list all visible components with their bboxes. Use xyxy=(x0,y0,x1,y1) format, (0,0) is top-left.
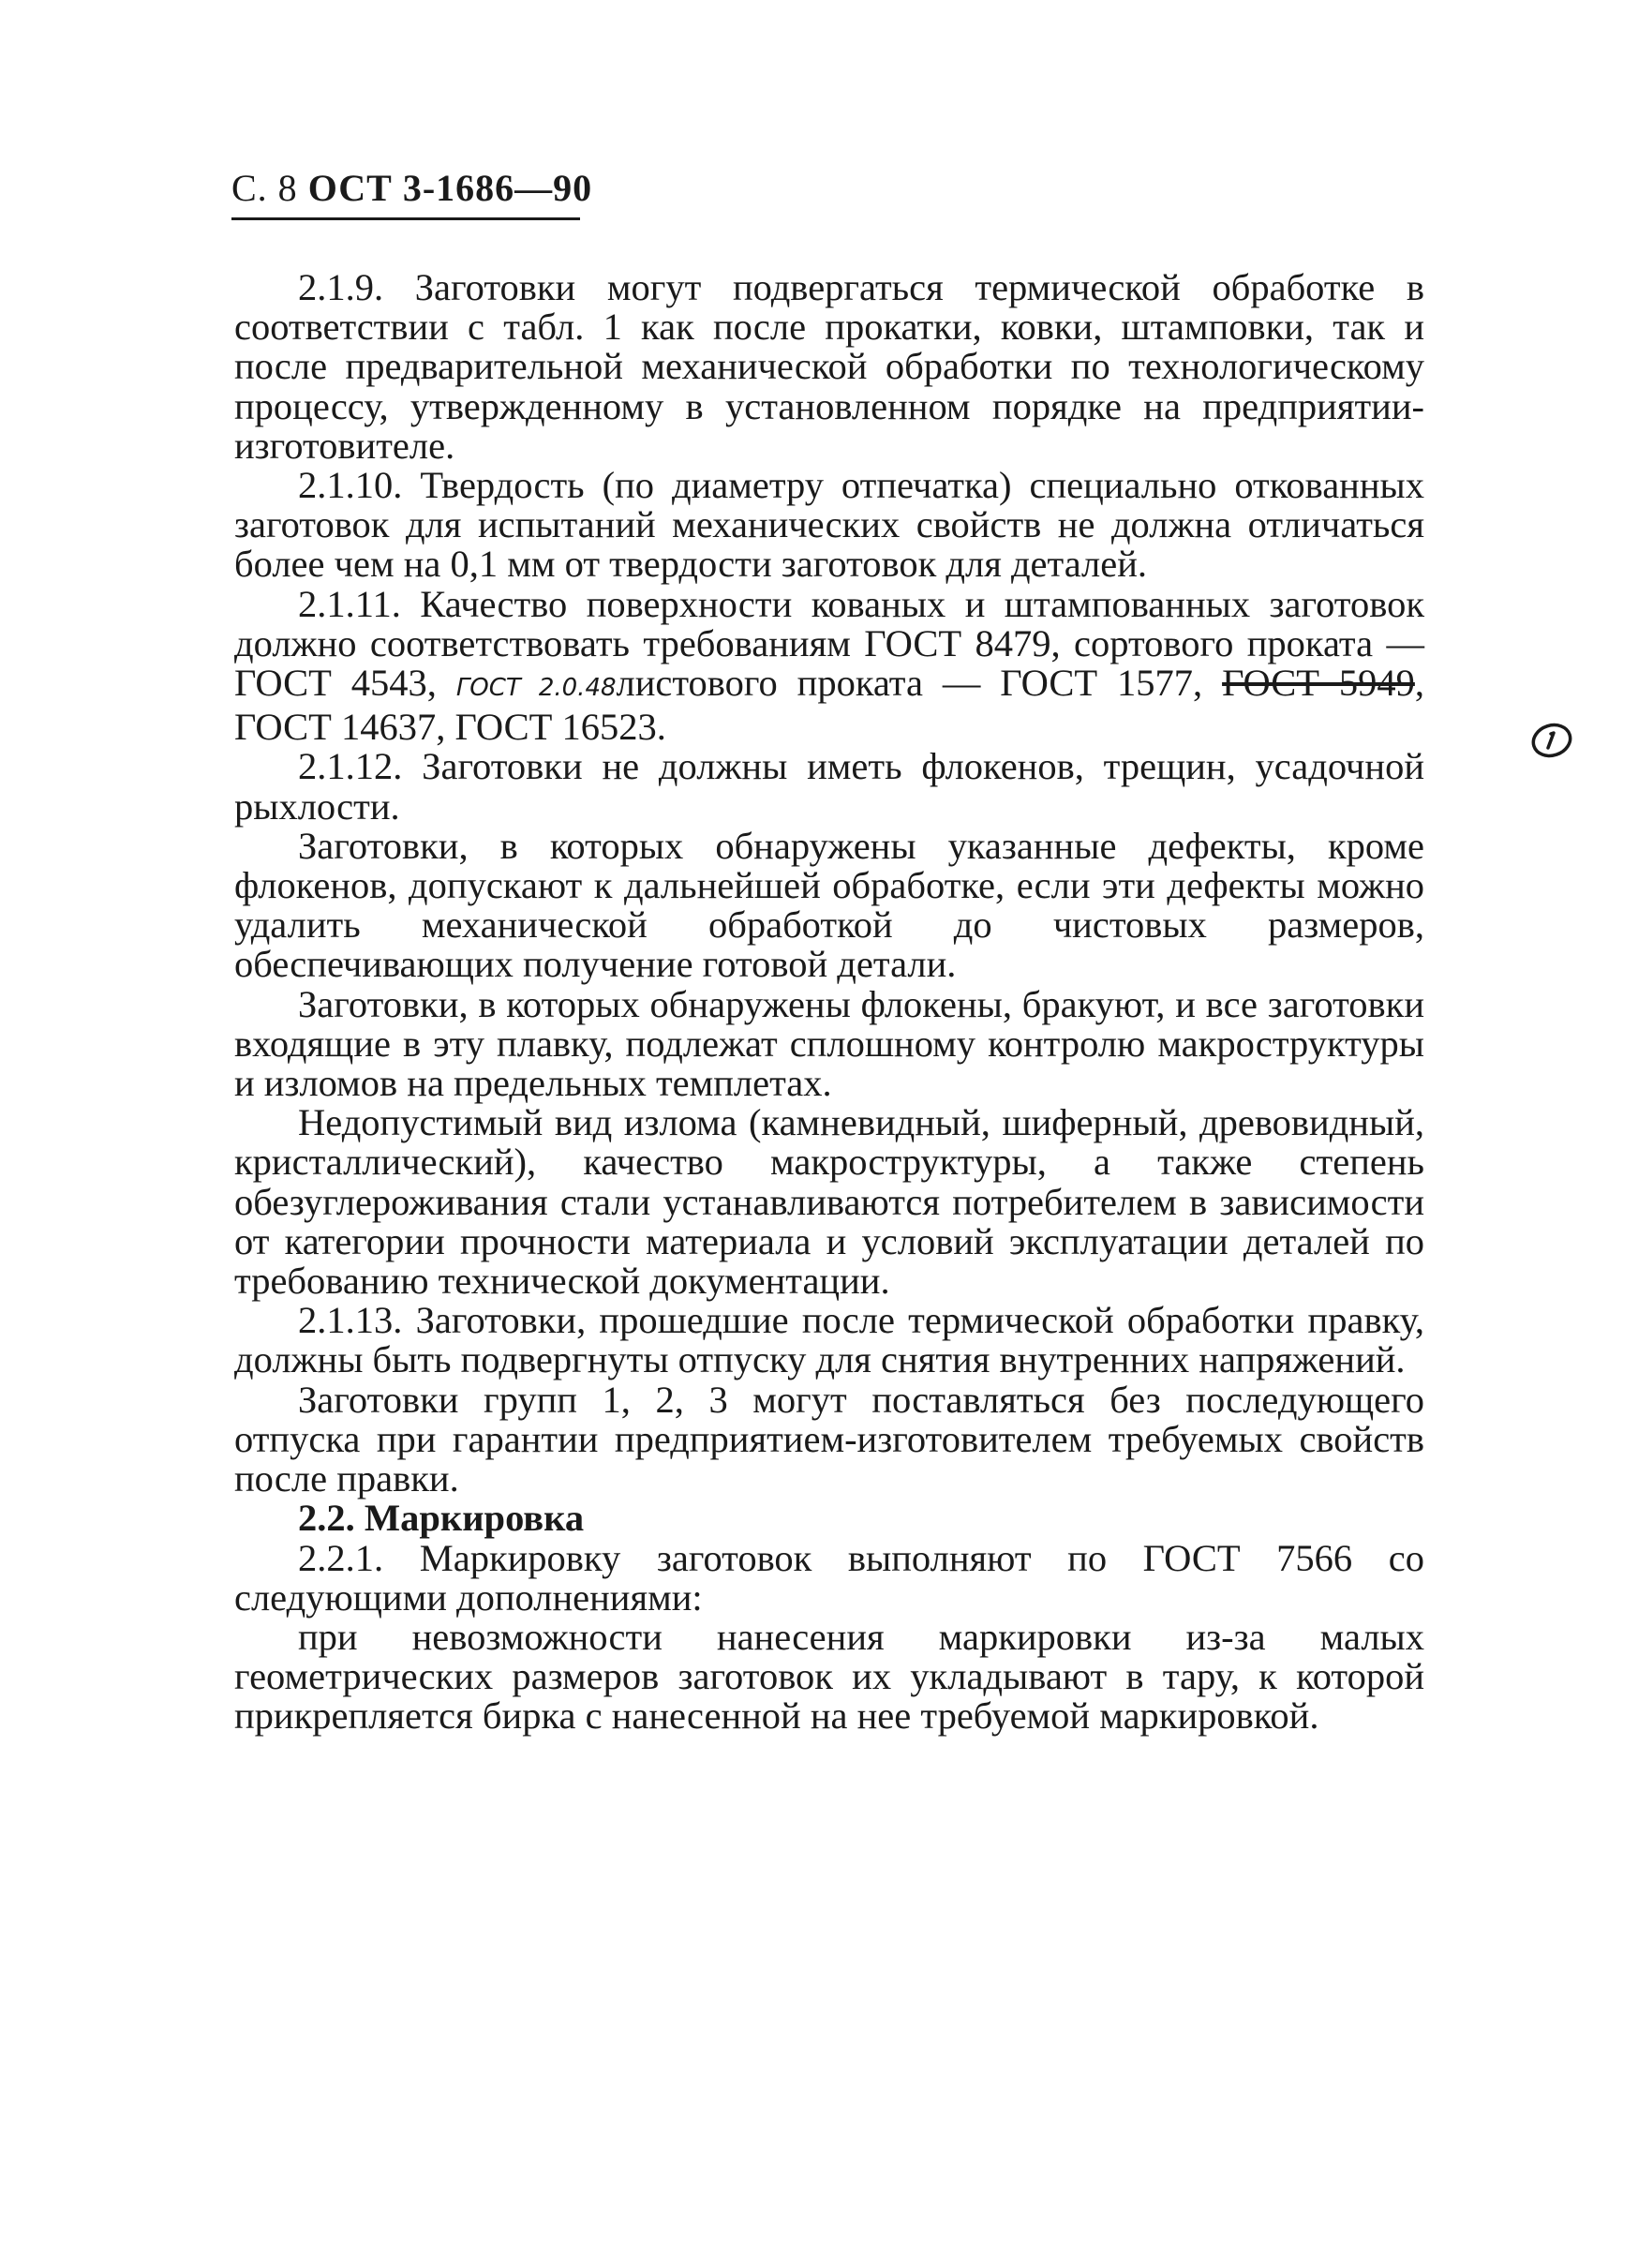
paragraph-defects: Заготовки, в которых обнаружены указанные дефекты, кроме флокенов, допускают к дальнейшей обработке, если эти дефекты можно удалить механической обработкой до чистовых размеров, обеспечивающих получение готовой детали. xyxy=(234,824,1424,986)
paragraph-2-1-11-text-before: 2.1.11. Качество поверхности кованых и штампованных заготовок должно соответствовать требованиям ГОСТ 8479, сортового проката — ГОСТ 4543, xyxy=(234,582,1424,705)
paragraph-2-1-11-text-after: , ГОСТ 14637, ГОСТ 16523. xyxy=(234,662,1424,749)
section-heading-2-2: 2.2. Маркировка xyxy=(298,1497,585,1540)
paragraph-2-1-11 xyxy=(234,582,1424,749)
struck-reference: ГОСТ 5949 xyxy=(1222,662,1415,705)
paragraph-2-1-11-text-middle: листового проката — ГОСТ 1577, xyxy=(616,662,1223,705)
page-header xyxy=(231,165,592,212)
paragraph-fracture: Недопустимый вид излома (камневидный, шиферный, древовидный, кристаллический), качество макроструктуры, а также степень обезуглероживания стали устанавливаются потребителем в зависимости от категории прочности материала и условий эксплуатации деталей по требованию технической документации. xyxy=(234,1101,1424,1303)
header-rule xyxy=(231,217,580,220)
paragraph-2-1-10: 2.1.10. Твердость (по диаметру отпечатка) специально откованных заготовок для испытаний механических свойств не должна отличаться более чем на 0,1 мм от твердости заготовок для деталей. xyxy=(234,464,1424,586)
paragraph-small-size: при невозможности нанесения маркировки из-за малых геометрических размеров заготовок их укладывают в тару, к которой прикрепляется бирка с нанесенной на нее требуемой маркировкой. xyxy=(234,1615,1424,1738)
circled-1-handwritten-mark-icon xyxy=(1527,716,1576,765)
handwritten-insertion: ГОСТ 2.0.48 xyxy=(455,674,617,703)
paragraph-2-1-9: 2.1.9. Заготовки могут подвергаться термической обработке в соответствии с табл. 1 как после прокатки, ковки, штамповки, так и после предварительной механической обработки по технологическому процессу, утвержденному в установленном порядке на предприятии-изготовителе. xyxy=(234,266,1424,467)
page-number: С. 8 xyxy=(231,167,298,209)
paragraph-flakes: Заготовки, в которых обнаружены флокены, бракуют, и все заготовки входящие в эту плавку, подлежат сплошному контролю макроструктуры и изломов на предельных темплетах. xyxy=(234,982,1424,1105)
document-body xyxy=(234,268,1424,1737)
standard-designation: ОСТ 3-1686—90 xyxy=(307,167,593,209)
paragraph-2-1-13: 2.1.13. Заготовки, прошедшие после термической обработки правку, должны быть подвергнуты отпуску для снятия внутренних напряжений. xyxy=(234,1299,1424,1381)
paragraph-2-2-1: 2.2.1. Маркировку заготовок выполняют по ГОСТ 7566 со следующими дополнениями: xyxy=(234,1536,1424,1619)
paragraph-2-1-12: 2.1.12. Заготовки не должны иметь флокенов, трещин, усадочной рыхлости. xyxy=(234,745,1424,828)
paragraph-groups: Заготовки групп 1, 2, 3 могут поставляться без последующего отпуска при гарантии предприятием-изготовителем требуемых свойств после правки. xyxy=(234,1378,1424,1500)
